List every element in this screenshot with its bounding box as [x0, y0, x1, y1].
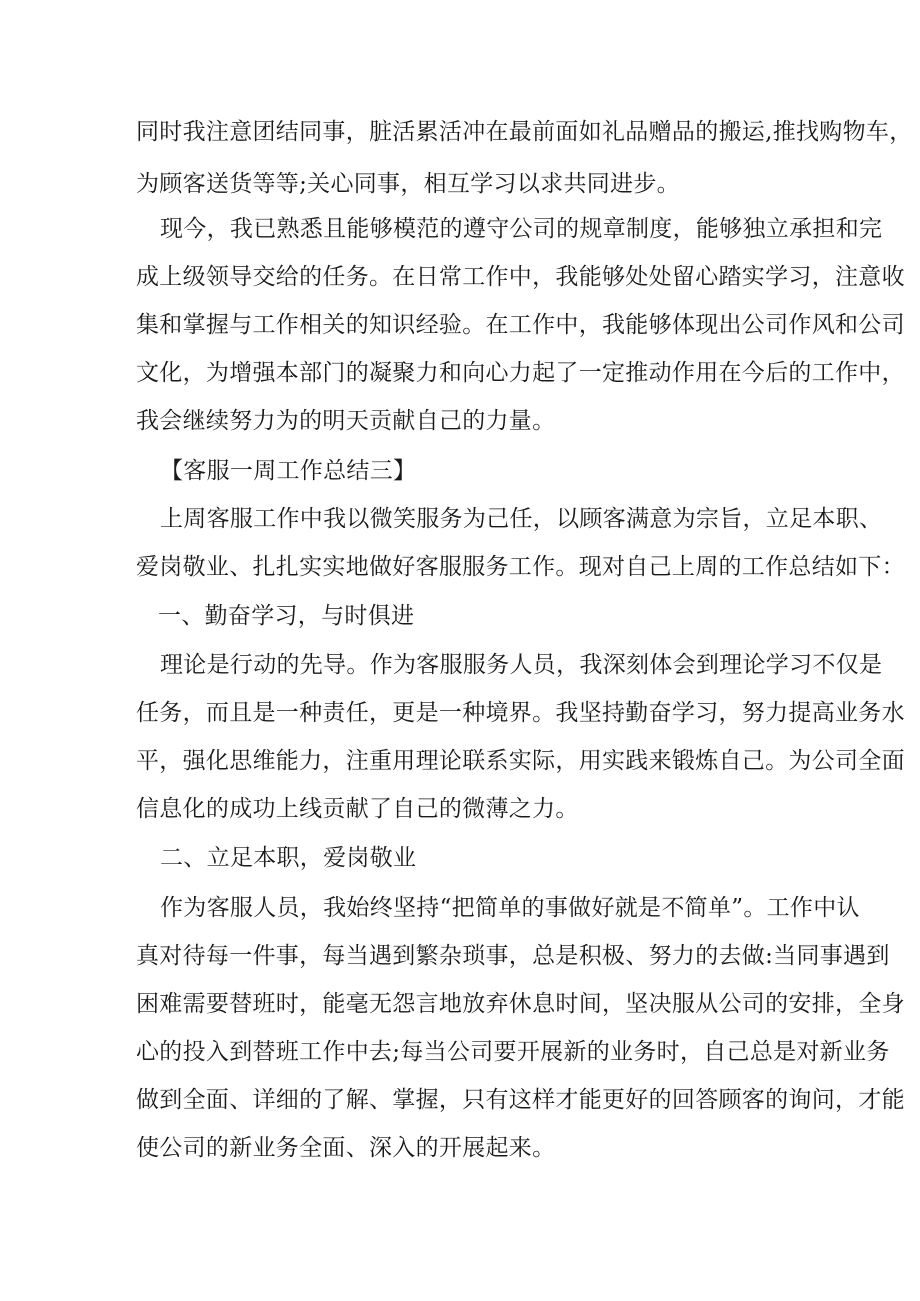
subheading: 二、立足本职，爱岗敬业 — [160, 845, 417, 871]
text-line: 任务，而且是一种责任，更是一种境界。我坚持勤奋学习，努力提高业务水 — [136, 700, 905, 726]
text-line: 为顾客送货等等;关心同事，相互学习以求共同进步。 — [136, 171, 680, 197]
text-line: 心的投入到替班工作中去;每当公司要开展新的业务时，自己总是对新业务 — [136, 1039, 890, 1065]
text-line: 爱岗敬业、扎扎实实地做好客服服务工作。现对自己上周的工作总结如下： — [136, 554, 905, 580]
text-line: 理论是行动的先导。作为客服服务人员，我深刻体会到理论学习不仅是 — [160, 652, 883, 678]
text-line: 作为客服人员，我始终坚持“把简单的事做好就是不简单”。工作中认 — [160, 895, 860, 921]
text-line: 成上级领导交给的任务。在日常工作中，我能够处处留心踏实学习，注意收 — [136, 264, 905, 290]
text-line: 困难需要替班时，能毫无怨言地放弃休息时间，坚决服从公司的安排，全身 — [136, 991, 905, 1017]
text-line: 文化，为增强本部门的凝聚力和向心力起了一定推动作用在今后的工作中， — [136, 360, 905, 386]
subheading: 一、勤奋学习，与时俱进 — [158, 603, 415, 629]
text-line: 信息化的成功上线贡献了自己的微薄之力。 — [136, 796, 579, 822]
text-line: 平，强化思维能力，注重用理论联系实际，用实践来锻炼自己。为公司全面 — [136, 748, 905, 774]
text-line: 现今，我已熟悉且能够模范的遵守公司的规章制度，能够独立承担和完 — [160, 216, 883, 242]
text-line: 做到全面、详细的了解、掌握，只有这样才能更好的回答顾客的询问，才能 — [136, 1087, 905, 1113]
text-line: 上周客服工作中我以微笑服务为己任，以顾客满意为宗旨，立足本职、 — [160, 506, 883, 532]
text-line: 同时我注意团结同事，脏活累活冲在最前面如礼品赠品的搬运,推找购物车， — [136, 119, 913, 145]
text-line: 使公司的新业务全面、深入的开展起来。 — [136, 1135, 556, 1161]
text-line: 我会继续努力为的明天贡献自己的力量。 — [136, 408, 556, 434]
text-line: 集和掌握与工作相关的知识经验。在工作中，我能够体现出公司作风和公司 — [136, 312, 905, 338]
text-line: 真对待每一件事，每当遇到繁杂琐事，总是积极、努力的去做:当同事遇到 — [136, 943, 890, 969]
section-heading: 【客服一周工作总结三】 — [160, 458, 417, 484]
